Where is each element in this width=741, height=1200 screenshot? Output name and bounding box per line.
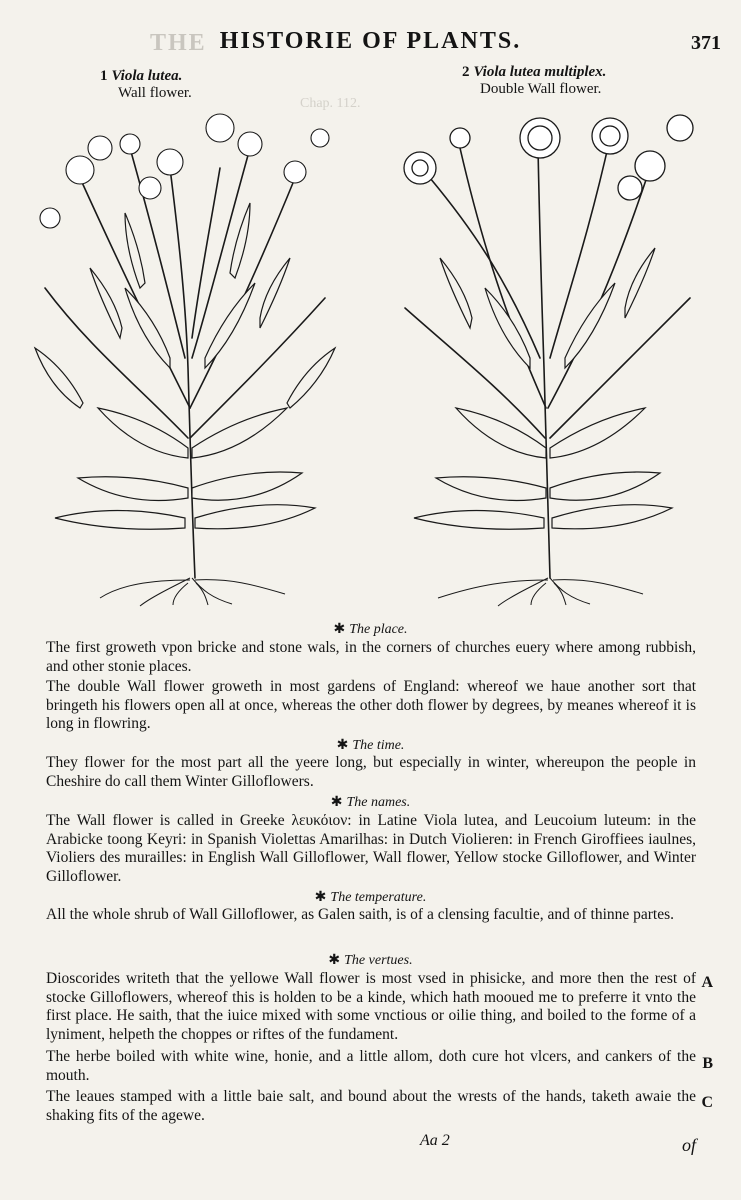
figure-2-common-name: Double Wall flower.	[480, 81, 602, 97]
margin-letter-a: A	[701, 974, 713, 991]
vertues-paragraph-1: Dioscorides writeth that the yellowe Wall flower is most vsed in phisicke, and more then the rest of stocke Gilloflowers, whereof this is holden to be a kinde, which hath mooued me to preferre it vnto the first place. He saith, that the iuice mixed with some vnctious or oilie thing, and boiled to the forme of a lyniment, helpeth the choppes or riftes of the fundament.	[46, 970, 696, 1043]
double-wall-flower-woodcut	[390, 108, 710, 608]
show-through-text: Chap. 112.	[300, 96, 361, 111]
asterisk-icon: ✱	[330, 795, 343, 810]
section-heading-time: ✱ The time.	[336, 738, 405, 753]
asterisk-icon: ✱	[328, 953, 341, 968]
asterisk-icon: ✱	[336, 738, 349, 753]
section-heading-vertues: ✱ The vertues.	[328, 953, 413, 968]
margin-letter-c: C	[701, 1094, 713, 1111]
figure-2-caption	[462, 64, 606, 98]
section-heading-place: ✱ The place.	[333, 622, 408, 637]
signature-mark: Aa 2	[420, 1132, 450, 1149]
catchword: of	[681, 1135, 696, 1155]
show-through-title: THE	[150, 30, 207, 56]
asterisk-icon: ✱	[333, 622, 346, 637]
section-heading-names: ✱ The names.	[330, 795, 411, 810]
place-paragraph-2: The double Wall flower groweth in most gardens of England: whereof we haue another sort that bringeth his flowers open all at once, whereas the other doth flower by degrees, by meanes whereof it is long in flowring.	[46, 678, 696, 732]
time-paragraph-1: They flower for the most part all the yeere long, but especially in winter, whereupon the people in Cheshire do call them Winter Gilloflowers.	[46, 754, 696, 790]
figure-1-caption	[100, 68, 192, 102]
running-title: HISTORIE OF PLANTS.	[219, 28, 522, 54]
asterisk-icon: ✱	[314, 890, 327, 905]
margin-letter-b: B	[702, 1055, 713, 1072]
figure-2-number: 2	[462, 64, 470, 80]
figure-2-latin-name: Viola lutea multiplex.	[473, 64, 607, 80]
vertues-paragraph-3: The leaues stamped with a little baie salt, and bound about the wrests of the hands, taketh awaie the shaking fits of the agewe.	[46, 1088, 696, 1124]
temperature-paragraph-1: All the whole shrub of Wall Gilloflower, as Galen saith, is of a clensing facultie, and of thinne partes.	[46, 906, 675, 923]
names-paragraph-1: The Wall flower is called in Greeke λευκόιον: in Latine Viola lutea, and Leucoium luteum: in the Arabicke toong Keyri: in Spanish Violettas Amarilhas: in Dutch Violieren: in French Giroffiees iaulnes, Violiers des murailles: in English Wall Gilloflower, Wall flower, Yellow stocke Gilloflower, and Winter Gilloflower.	[46, 812, 696, 885]
vertues-paragraph-2: The herbe boiled with white wine, honie, and a little allom, doth cure hot vlcers, and cankers of the mouth.	[46, 1048, 696, 1084]
page-number: 371	[691, 32, 721, 54]
wall-flower-woodcut	[20, 108, 350, 608]
section-heading-temperature: ✱ The temperature.	[314, 890, 427, 905]
figure-1-latin-name: Viola lutea.	[111, 68, 183, 84]
figure-1-number: 1	[100, 68, 108, 84]
place-paragraph-1: The first groweth vpon bricke and stone wals, in the corners of churches euery where among rubbish, and other stonie places.	[46, 639, 696, 675]
figure-1-common-name: Wall flower.	[118, 85, 192, 101]
